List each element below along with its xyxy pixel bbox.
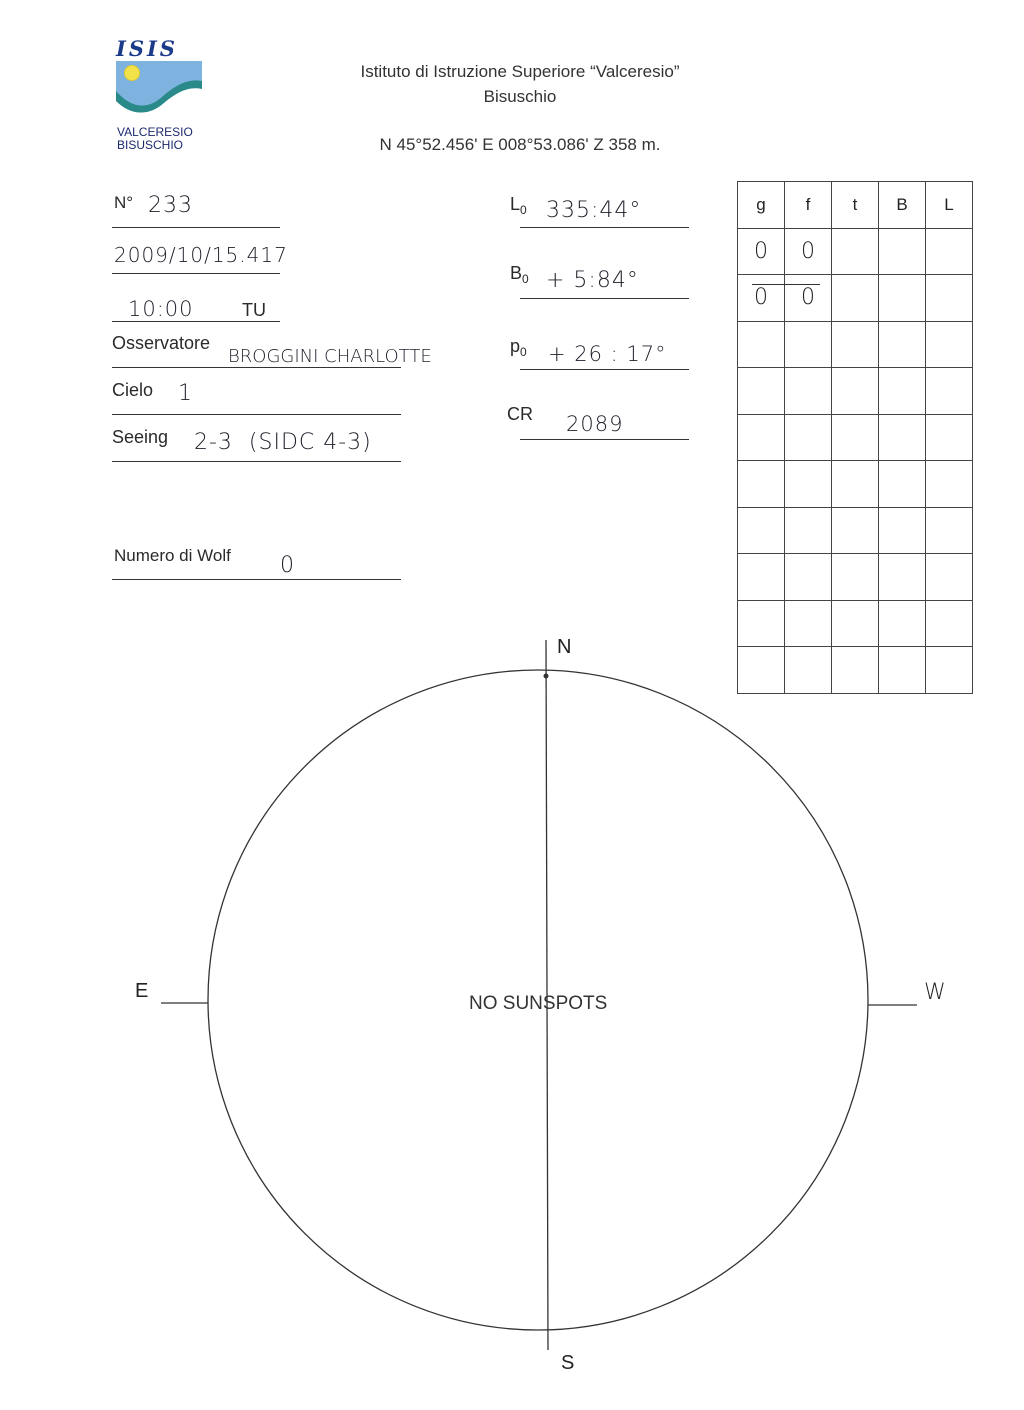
table-cell: 0 bbox=[785, 275, 832, 322]
number-value: 233 bbox=[148, 193, 193, 218]
table-cell: 0 bbox=[738, 228, 785, 275]
cr-label: CR bbox=[507, 404, 533, 424]
south-label: S bbox=[561, 1352, 575, 1374]
column-header-spots: f bbox=[785, 182, 832, 229]
number-label: N° bbox=[114, 193, 134, 212]
table-cell: 0 bbox=[785, 228, 832, 275]
no-sunspots-note: NO SUNSPOTS bbox=[469, 993, 608, 1014]
p0-subscript: 0 bbox=[520, 345, 527, 359]
logo-wordmark: ISIS bbox=[116, 36, 178, 61]
b0-letter: B bbox=[510, 263, 523, 283]
sky-label: Cielo bbox=[112, 380, 154, 400]
seeing-label: Seeing bbox=[112, 427, 169, 447]
l0-value: 335:44° bbox=[546, 198, 642, 223]
table-cell: 0 bbox=[738, 275, 785, 322]
wolf-value: 0 bbox=[280, 553, 295, 578]
logo-caption-line2: BISUSCHIO bbox=[117, 138, 184, 152]
observatory-coordinates: N 45°52.456' E 008°53.086' Z 358 m. bbox=[379, 135, 661, 154]
time-unit: TU bbox=[242, 300, 266, 320]
north-pole-mark bbox=[544, 674, 549, 679]
l0-subscript: 0 bbox=[520, 203, 527, 217]
p0-value: + 26 : 17° bbox=[548, 342, 667, 366]
institute-name: Istituto di Istruzione Superiore “Valceresio” bbox=[360, 62, 680, 81]
institute-town: Bisuschio bbox=[483, 87, 557, 106]
wolf-label: Numero di Wolf bbox=[114, 546, 231, 565]
l0-letter: L bbox=[510, 194, 521, 214]
observer-label: Osservatore bbox=[112, 333, 211, 353]
b0-subscript: 0 bbox=[522, 272, 529, 286]
west-label: W bbox=[924, 980, 947, 1005]
column-header-type: t bbox=[832, 182, 879, 229]
time-value: 10:00 bbox=[128, 297, 194, 321]
north-label: N bbox=[557, 636, 572, 658]
b0-value: + 5:84° bbox=[546, 268, 639, 293]
date-value: 2009/10/15.417 bbox=[114, 243, 288, 267]
column-header-longitude: L bbox=[926, 182, 973, 229]
seeing-value: 2-3 (SIDC 4-3) bbox=[194, 430, 372, 455]
logo-caption-line1: VALCERESIO bbox=[117, 125, 193, 139]
observer-value: BROGGINI CHARLOTTE bbox=[228, 346, 432, 367]
east-label: E bbox=[135, 980, 149, 1002]
sky-value: 1 bbox=[178, 381, 193, 406]
cr-value: 2089 bbox=[566, 412, 624, 436]
p0-letter: p bbox=[510, 336, 521, 356]
column-header-latitude: B bbox=[879, 182, 926, 229]
column-header-groups: g bbox=[738, 182, 785, 229]
